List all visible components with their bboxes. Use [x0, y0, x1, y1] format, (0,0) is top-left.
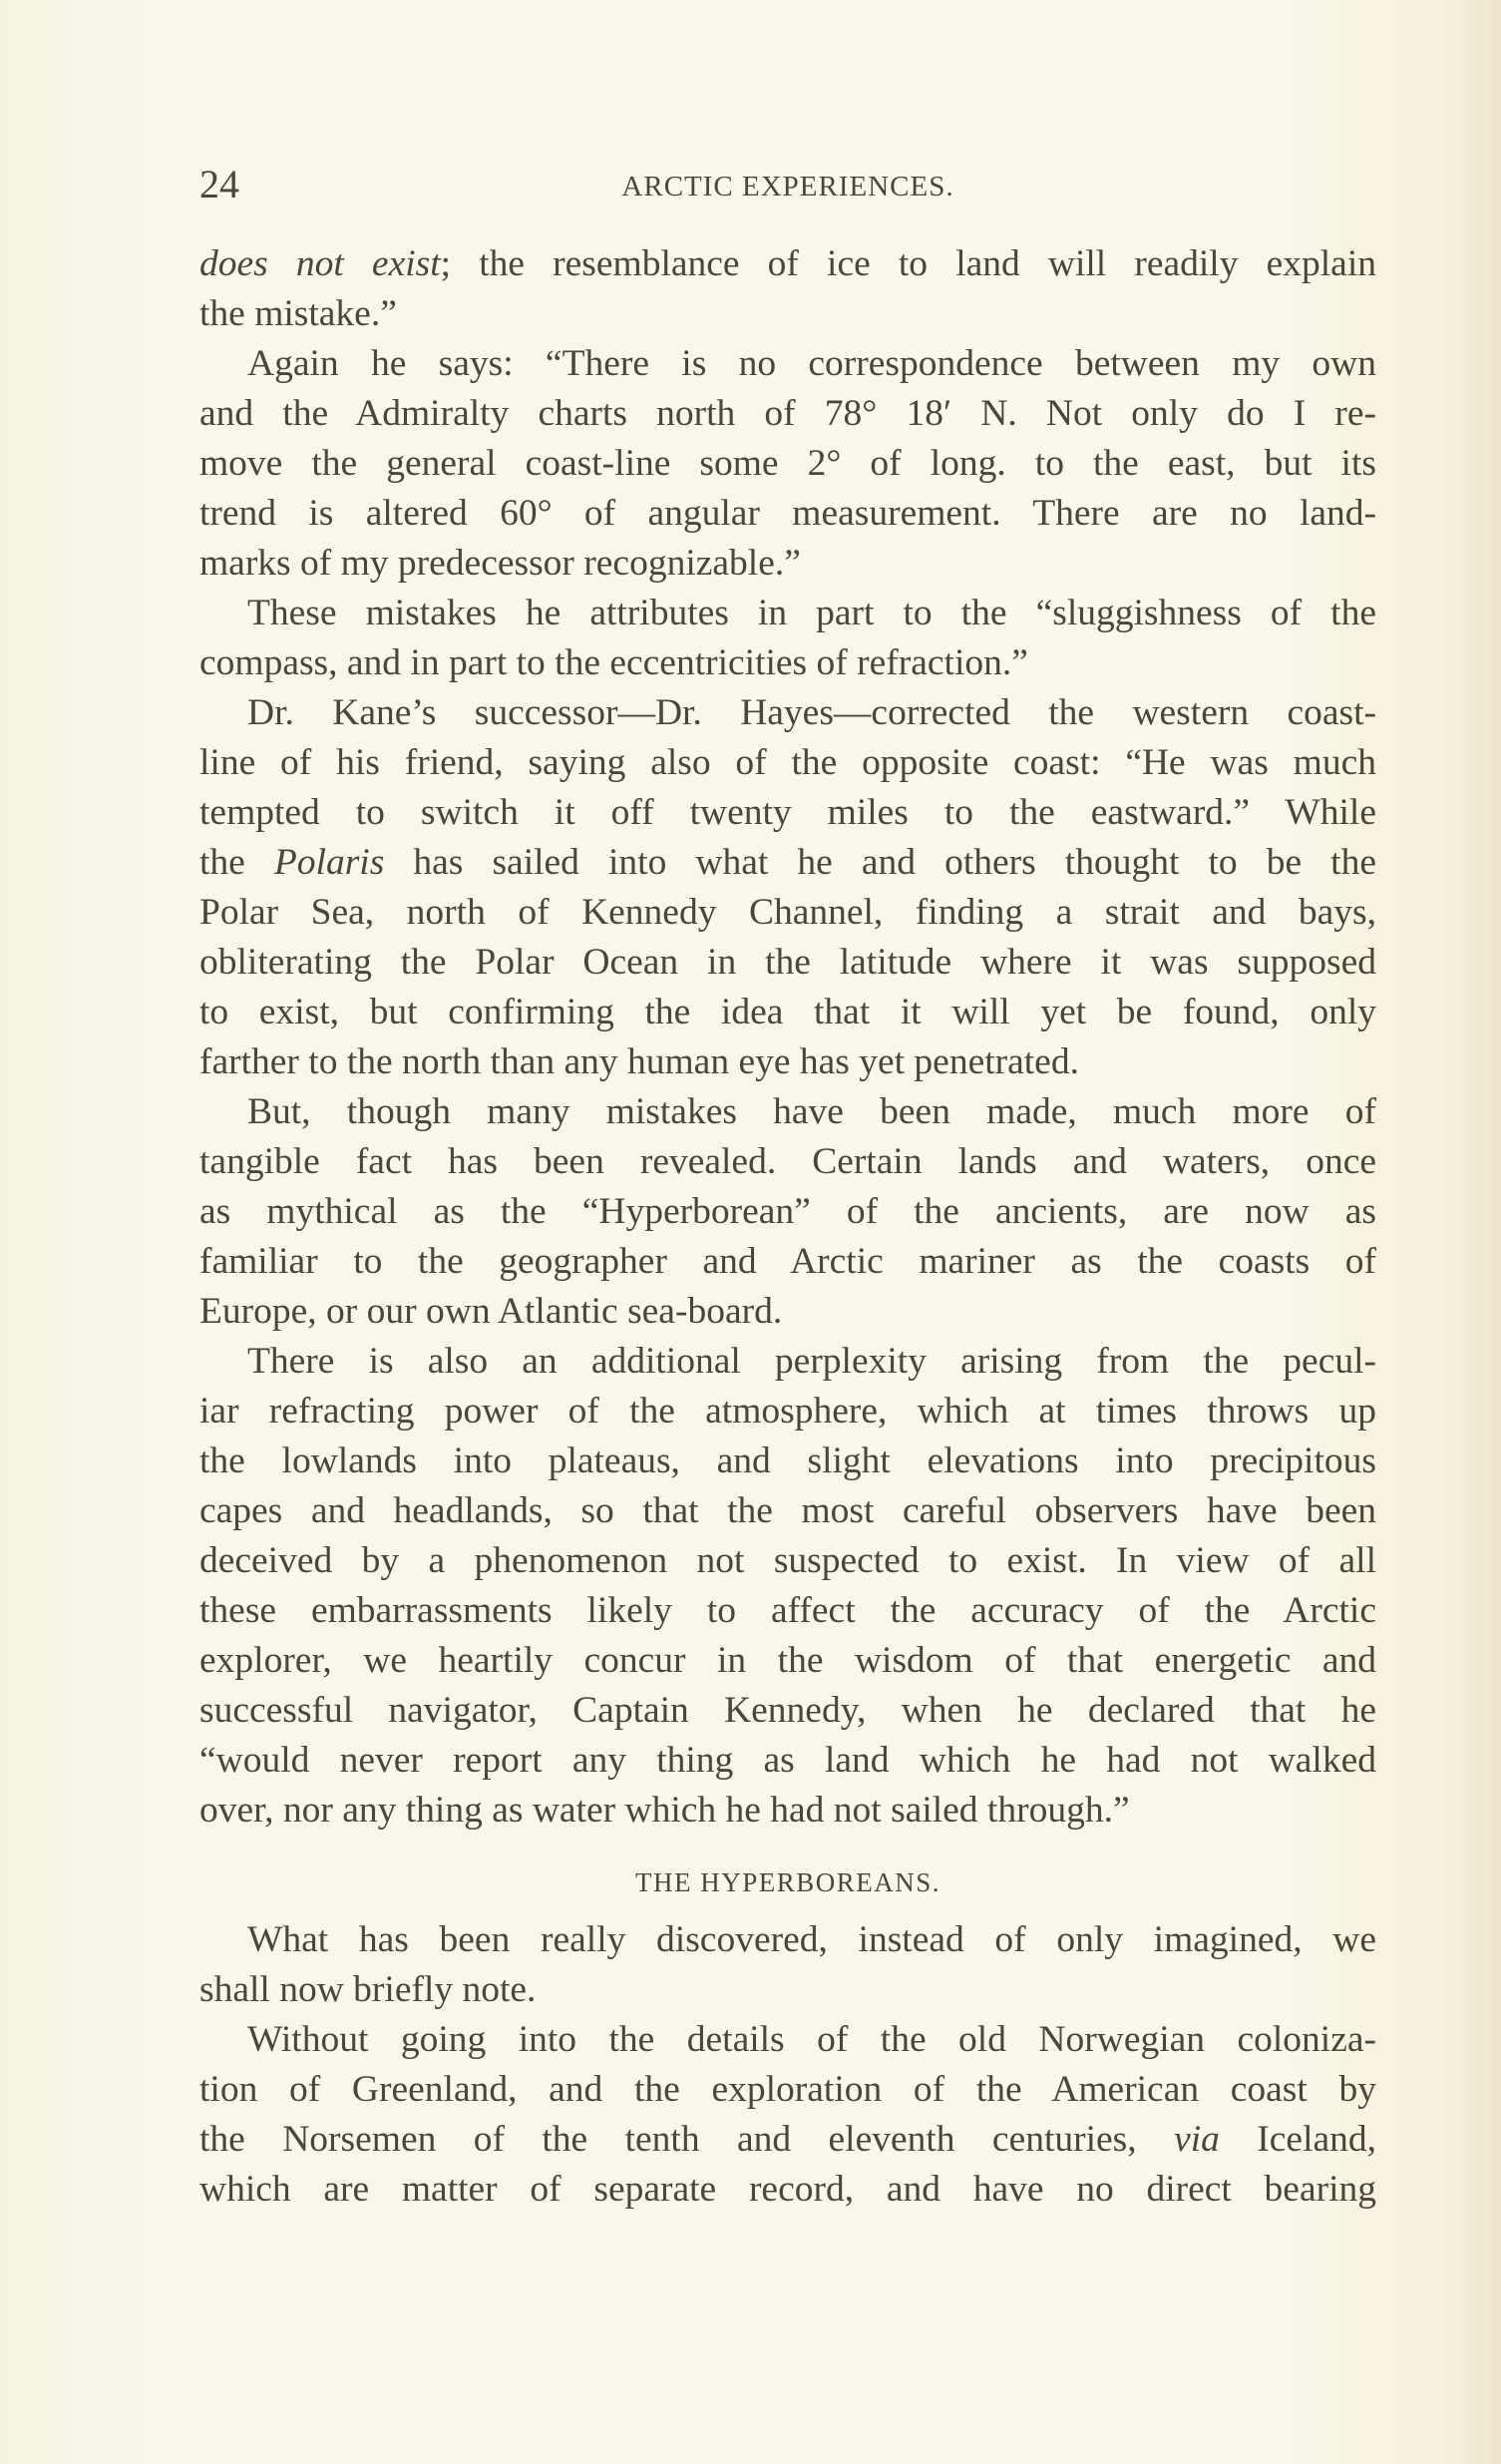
- text-run: Without going into the details of the old Norwegian coloniza-: [247, 2019, 1376, 2060]
- text-line: [199, 1237, 1376, 1287]
- text-block-before-heading: [199, 239, 1376, 1836]
- text-line: [199, 1387, 1376, 1437]
- text-line: [199, 1486, 1376, 1536]
- text-run: as mythical as the “Hyperborean” of the ancients, are now as: [199, 1191, 1376, 1232]
- text-run: Polar Sea, north of Kennedy Channel, finding a strait and bays,: [199, 892, 1376, 933]
- running-title: ARCTIC EXPERIENCES.: [621, 171, 954, 203]
- text-line: [199, 2115, 1376, 2165]
- text-line: [199, 239, 1376, 289]
- text-line: [199, 1686, 1376, 1736]
- text-block-after-heading: [199, 1915, 1376, 2215]
- text-run: ; the resemblance of ice to land will readily explain: [440, 243, 1376, 284]
- text-run: the: [199, 842, 274, 883]
- text-line: [199, 888, 1376, 938]
- text-line: [199, 638, 1376, 688]
- text-line: [199, 389, 1376, 439]
- text-run: compass, and in part to the eccentricities of refraction.”: [199, 642, 1028, 683]
- text-run: “would never report any thing as land which he had not walked: [199, 1740, 1376, 1781]
- text-run: What has been really discovered, instead of only imagined, we: [247, 1919, 1376, 1960]
- text-run: these embarrassments likely to affect the accuracy of the Arctic: [199, 1590, 1376, 1631]
- text-run: deceived by a phenomenon not suspected to exist. In view of all: [199, 1540, 1376, 1581]
- text-run: Again he says: “There is no correspondence between my own: [247, 343, 1376, 384]
- text-run: Dr. Kane’s successor—Dr. Hayes—corrected the western coast-: [247, 692, 1376, 733]
- text-run: and the Admiralty charts north of 78° 18′ N. Not only do I re-: [199, 393, 1376, 434]
- text-line: [199, 2165, 1376, 2215]
- body-text: [199, 239, 1376, 2215]
- italic-text: does not exist: [199, 243, 441, 284]
- text-run: marks of my predecessor recognizable.”: [199, 543, 801, 584]
- text-line: [199, 439, 1376, 489]
- text-line: [199, 1965, 1376, 2015]
- text-run: Europe, or our own Atlantic sea-board.: [199, 1291, 783, 1332]
- text-run: obliterating the Polar Ocean in the latitude where it was supposed: [199, 942, 1376, 983]
- text-run: shall now briefly note.: [199, 1969, 537, 2010]
- text-run: the lowlands into plateaus, and slight elevations into precipitous: [199, 1440, 1376, 1481]
- text-run: over, nor any thing as water which he had not sailed through.”: [199, 1790, 1130, 1831]
- text-line: [199, 1437, 1376, 1486]
- text-line: [199, 2065, 1376, 2115]
- text-run: to exist, but confirming the idea that it will yet be found, only: [199, 992, 1376, 1032]
- text-line: [199, 1337, 1376, 1387]
- text-line: [199, 988, 1376, 1037]
- italic-text: Polaris: [273, 842, 385, 883]
- text-run: the mistake.”: [199, 293, 397, 334]
- text-run: There is also an additional perplexity arising from the pecul-: [247, 1341, 1376, 1382]
- text-line: [199, 1287, 1376, 1337]
- text-line: [199, 2015, 1376, 2065]
- text-line: [199, 1736, 1376, 1786]
- text-line: [199, 1786, 1376, 1836]
- text-line: [199, 539, 1376, 589]
- text-run: which are matter of separate record, and have no direct bearing: [199, 2169, 1376, 2210]
- text-run: move the general coast-line some 2° of long. to the east, but its: [199, 443, 1376, 484]
- text-run: iar refracting power of the atmosphere, which at times throws up: [199, 1391, 1376, 1432]
- text-run: has sailed into what he and others thought to be the: [384, 842, 1376, 883]
- text-run: capes and headlands, so that the most careful observers have been: [199, 1490, 1376, 1531]
- text-line: [199, 589, 1376, 638]
- text-line: [199, 938, 1376, 988]
- text-run: Iceland,: [1219, 2119, 1377, 2160]
- text-line: [199, 738, 1376, 788]
- text-run: trend is altered 60° of angular measurement. There are no land-: [199, 493, 1376, 534]
- text-line: [199, 1137, 1376, 1187]
- text-run: successful navigator, Captain Kennedy, when he declared that he: [199, 1690, 1376, 1731]
- text-run: These mistakes he attributes in part to the “sluggishness of the: [247, 593, 1376, 633]
- text-line: [199, 1636, 1376, 1686]
- text-run: tangible fact has been revealed. Certain lands and waters, once: [199, 1141, 1376, 1182]
- text-run: tempted to switch it off twenty miles to the eastward.” While: [199, 792, 1376, 833]
- page-number: 24: [199, 162, 239, 206]
- text-run: tion of Greenland, and the exploration of the American coast by: [199, 2069, 1376, 2110]
- text-line: [199, 339, 1376, 389]
- text-line: [199, 489, 1376, 539]
- section-heading: THE HYPERBOREANS.: [634, 1867, 941, 1897]
- text-run: farther to the north than any human eye has yet penetrated.: [199, 1041, 1079, 1082]
- text-line: [199, 289, 1376, 339]
- text-run: But, though many mistakes have been made, much more of: [247, 1091, 1376, 1132]
- running-head: [199, 160, 1376, 209]
- text-run: familiar to the geographer and Arctic mariner as the coasts of: [199, 1241, 1376, 1282]
- text-run: the Norsemen of the tenth and eleventh centuries,: [199, 2119, 1175, 2160]
- text-line: [199, 1187, 1376, 1237]
- text-line: [199, 1586, 1376, 1636]
- text-line: [199, 1536, 1376, 1586]
- text-line: [199, 1037, 1376, 1087]
- text-line: [199, 1087, 1376, 1137]
- italic-text: via: [1174, 2119, 1220, 2160]
- text-run: line of his friend, saying also of the opposite coast: “He was much: [199, 742, 1376, 783]
- text-run: explorer, we heartily concur in the wisdom of that energetic and: [199, 1640, 1376, 1681]
- text-line: [199, 1915, 1376, 1965]
- text-line: [199, 688, 1376, 738]
- text-line: [199, 788, 1376, 838]
- text-line: [199, 838, 1376, 888]
